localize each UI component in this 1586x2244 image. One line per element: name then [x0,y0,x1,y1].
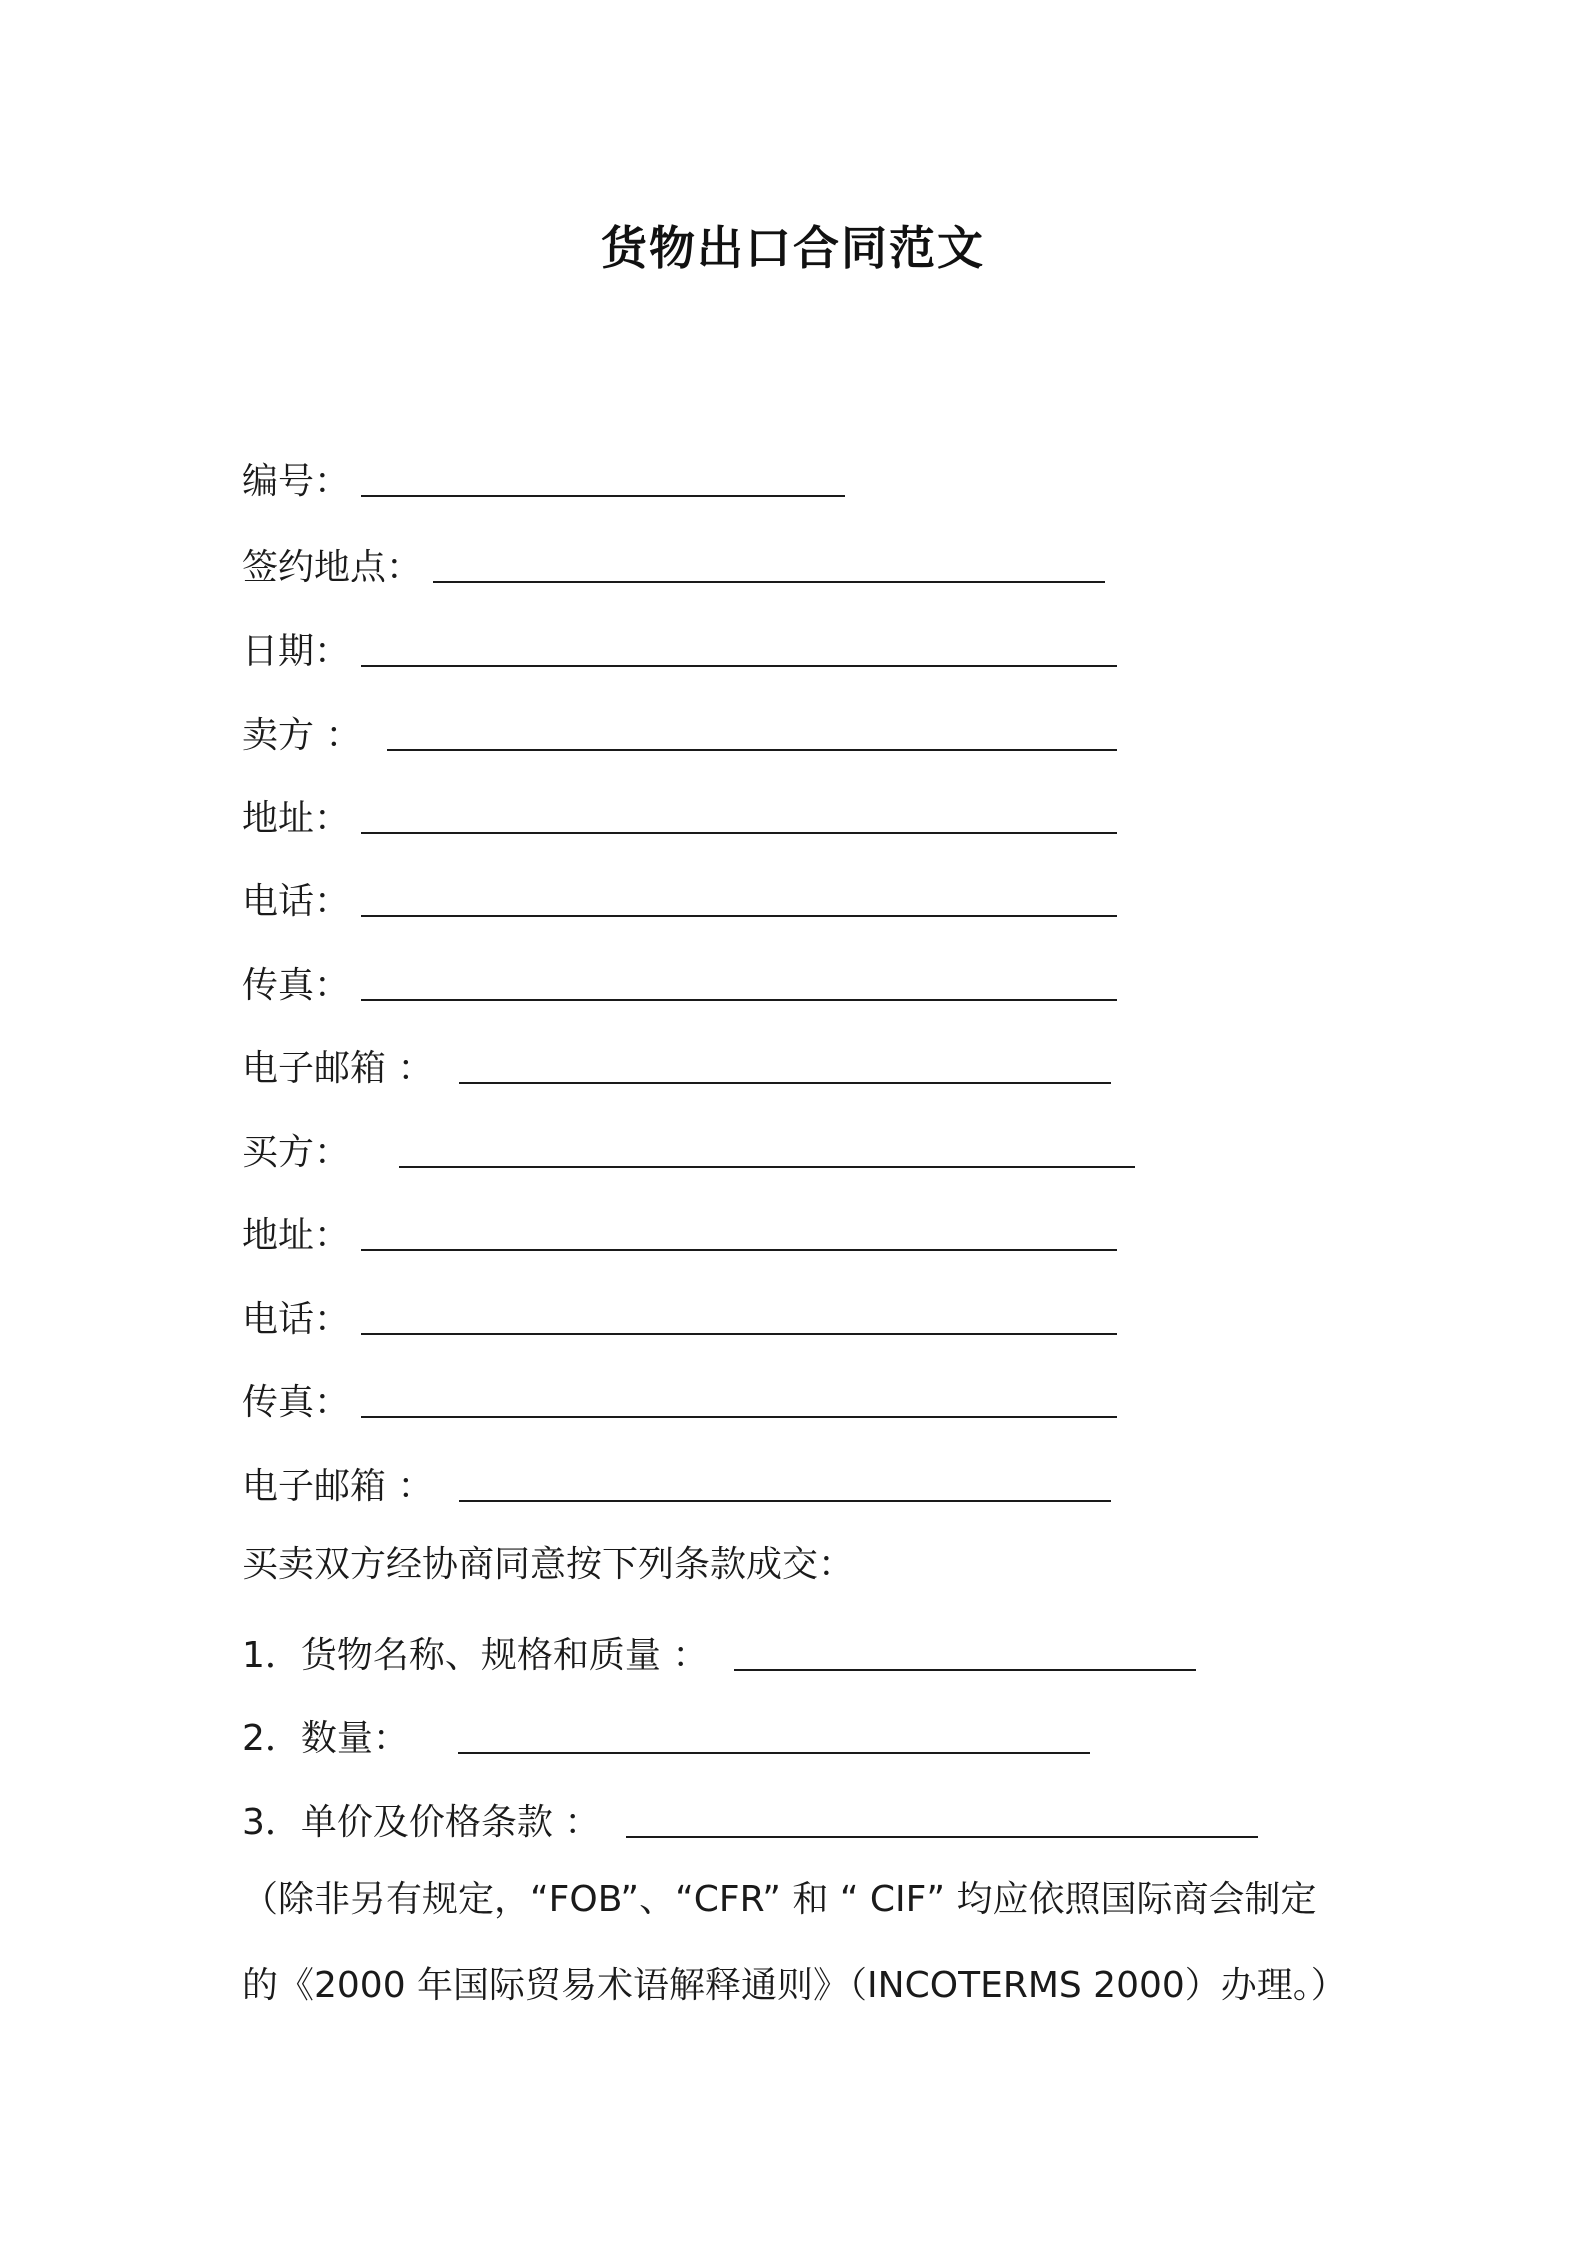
field-blank-line[interactable] [361,459,845,497]
field-label: 卖方 ： [242,715,362,756]
incoterms-note-line-2: 的《2000 年国际贸易术语解释通则》（INCOTERMS 2000）办理。） [242,1965,1347,2006]
field-blank-line[interactable] [459,1046,1111,1084]
clause-label: 3．单价及价格条款 ： [242,1802,601,1843]
field-label: 电子邮箱 ： [242,1048,434,1089]
field-label: 电子邮箱 ： [242,1466,434,1507]
clause-quantity [242,1715,1090,1763]
field-label: 传真： [242,1382,351,1423]
field-label: 日期： [242,631,351,672]
field-blank-line[interactable] [361,963,1117,1001]
document-title: 货物出口合同范文 [601,221,985,275]
field-contract-number [242,458,845,506]
field-blank-line[interactable] [361,629,1117,667]
field-seller-address [242,795,1117,843]
field-blank-line[interactable] [361,1213,1117,1251]
clause-goods-name [242,1632,1196,1680]
field-blank-line[interactable] [433,545,1105,583]
field-label: 地址： [242,798,351,839]
field-label: 电话： [242,1299,351,1340]
clause-label: 1．货物名称、规格和质量 ： [242,1635,709,1676]
field-label: 买方： [242,1132,351,1173]
field-date [242,628,1117,676]
field-label: 电话： [242,881,351,922]
field-blank-line[interactable] [361,1380,1117,1418]
field-seller-email [242,1045,1111,1093]
clause-blank-line[interactable] [626,1800,1258,1838]
field-signing-place [242,544,1105,592]
agreement-intro: 买卖双方经协商同意按下列条款成交： [242,1544,855,1585]
field-blank-line[interactable] [361,879,1117,917]
field-blank-line[interactable] [399,1130,1135,1168]
clause-blank-line[interactable] [734,1633,1196,1671]
field-buyer [242,1129,1135,1177]
field-buyer-fax [242,1379,1117,1427]
field-label: 传真： [242,965,351,1006]
field-blank-line[interactable] [387,713,1117,751]
field-seller-phone [242,878,1117,926]
incoterms-note-line-1: （除非另有规定，“FOB”、“CFR” 和 “ CIF” 均应依照国际商会制定 [242,1879,1317,1920]
field-buyer-address [242,1212,1117,1260]
field-blank-line[interactable] [361,1297,1117,1335]
clause-label: 2．数量： [242,1718,409,1759]
field-label: 签约地点： [242,547,423,588]
field-label: 编号： [242,461,351,502]
field-label: 地址： [242,1215,351,1256]
clause-unit-price [242,1799,1258,1847]
field-blank-line[interactable] [459,1464,1111,1502]
field-seller-fax [242,962,1117,1010]
clause-blank-line[interactable] [458,1716,1090,1754]
field-blank-line[interactable] [361,796,1117,834]
field-buyer-email [242,1463,1111,1511]
field-seller [242,712,1117,760]
field-buyer-phone [242,1296,1117,1344]
